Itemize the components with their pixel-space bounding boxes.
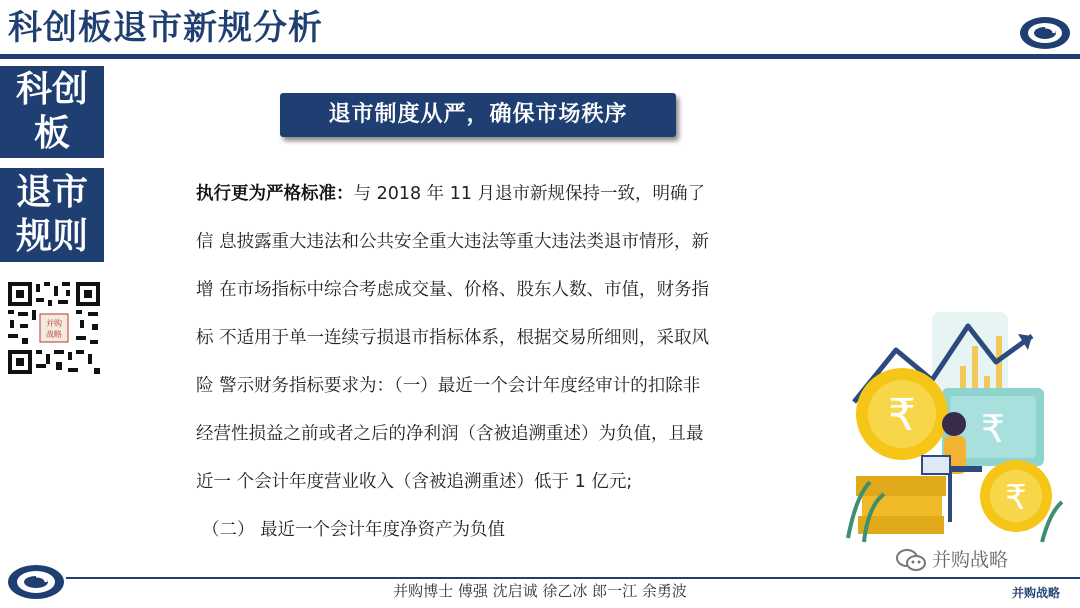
paragraph-line: 近一 个会计年度营业收入（含被追溯重述）低于 1 亿元; bbox=[196, 472, 633, 492]
line-text: 与 2018 年 11 月退市新规保持一致，明确了 bbox=[353, 184, 706, 204]
qr-code-icon bbox=[6, 280, 102, 376]
author-list: 并购博士 傅强 沈启诚 徐乙冰 郎一江 余勇波 bbox=[393, 582, 687, 600]
title-divider bbox=[0, 54, 1080, 59]
currency-symbol: ₹ bbox=[980, 407, 1006, 451]
sidebar-tag-line: 科创 bbox=[15, 69, 88, 110]
paragraph-line: 险 警示财务指标要求为：（一）最近一个会计年度经审计的扣除非 bbox=[196, 376, 701, 396]
qr-stamp-text: 并购 bbox=[46, 319, 62, 328]
paragraph-line: （二） 最近一个会计年度净资产为负值 bbox=[202, 520, 506, 540]
sidebar-tag-kechuang bbox=[0, 66, 104, 158]
paragraph-line: 标 不适用于单一连续亏损退市指标体系，根据交易所细则，采取风 bbox=[196, 328, 710, 348]
paragraph-line: 增 在市场指标中综合考虑成交量、价格、股东人数、市值，财务指 bbox=[196, 280, 710, 300]
content-paragraph bbox=[196, 170, 816, 554]
paragraph-line: 信 息披露重大违法和公共安全重大违法等重大违法类退市情形，新 bbox=[196, 232, 710, 252]
finance-illustration-icon bbox=[836, 306, 1072, 550]
paragraph-line: 经营性损益之前或者之后的净利润（含被追溯重述）为负值，且最 bbox=[196, 424, 704, 444]
sidebar-tag-line: 规则 bbox=[15, 216, 88, 257]
corner-logo: 并购战略 bbox=[1012, 586, 1061, 600]
watermark bbox=[896, 546, 1008, 574]
wechat-icon bbox=[896, 548, 926, 572]
footer-divider bbox=[66, 577, 1080, 579]
currency-symbol: ₹ bbox=[888, 390, 916, 441]
page-title: 科创板退市新规分析 bbox=[8, 8, 323, 48]
section-banner: 退市制度从严，确保市场秩序 bbox=[280, 93, 676, 137]
qr-stamp-text: 战略 bbox=[46, 330, 62, 339]
sidebar-tag-delisting bbox=[0, 168, 104, 262]
lead-label: 执行更为严格标准： bbox=[196, 184, 354, 204]
watermark-text: 并购战略 bbox=[932, 549, 1009, 571]
paragraph-line bbox=[196, 170, 816, 218]
brand-logo-icon bbox=[1018, 14, 1072, 52]
sidebar-tag-line: 退市 bbox=[15, 172, 88, 213]
sidebar-tag-line: 板 bbox=[33, 113, 70, 154]
currency-symbol: ₹ bbox=[1005, 478, 1027, 518]
